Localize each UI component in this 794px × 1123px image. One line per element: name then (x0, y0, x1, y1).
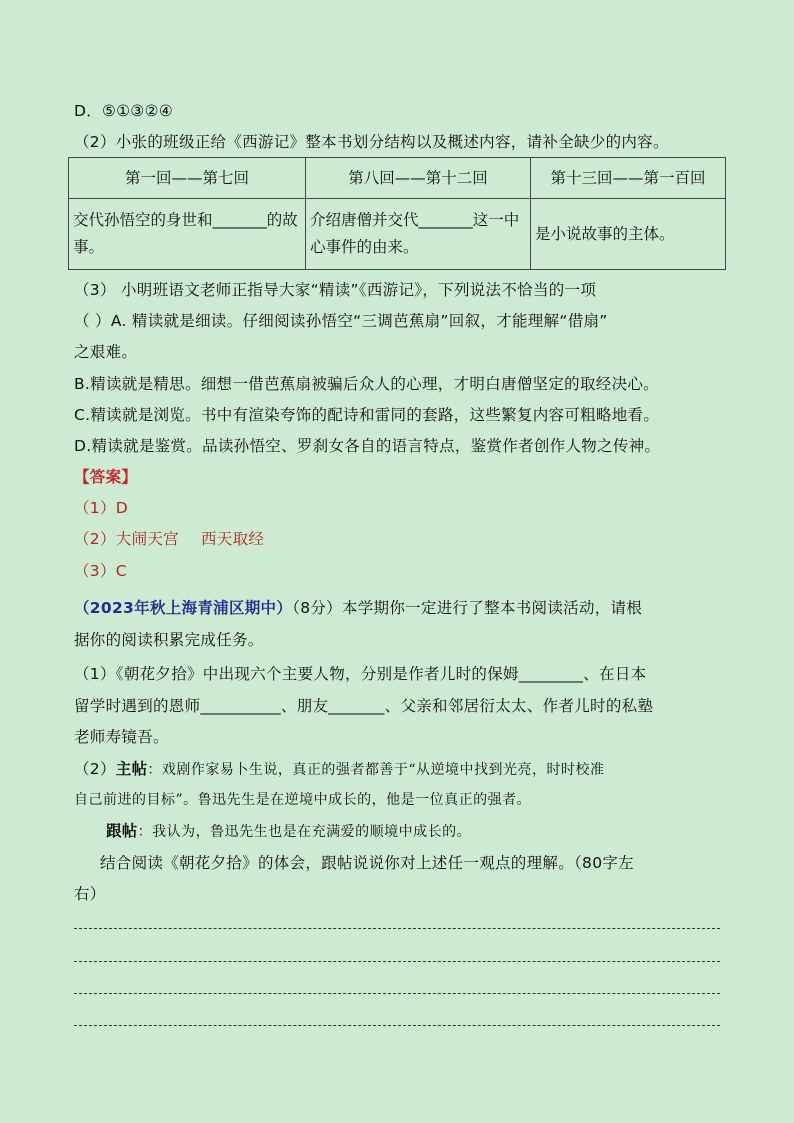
q3-line-2: （ ）A. 精读就是细读。仔细阅读孙悟空“三调芭蕉扇”回叙，才能理解“借扇” (74, 312, 608, 330)
q2-prefix: （2） (74, 760, 116, 778)
table-cell-3: 是小说故事的主体。 (531, 199, 726, 270)
answer-2 (74, 529, 724, 549)
q2-task-line-2: 右） (74, 885, 106, 903)
option-c: C.精读就是浏览。书中有渲染夸饰的配诗和雷同的套路，这些繁复内容可粗略地看。 (74, 406, 660, 424)
q2-task-line-1: 结合阅读《朝花夕拾》的体会，跟帖说说你对上述任一观点的理解。（80字左 (100, 854, 634, 872)
main-post-text: ：戏剧作家易卜生说，真正的强者都善于“从逆境中找到光亮，时时校准 (147, 762, 605, 778)
q1-line-2: 留学时遇到的恩师__________、朋友_______、父亲和邻居衍太太、作者儿时的私塾 (74, 697, 654, 715)
answer-1: （1）D (74, 499, 128, 517)
question-source: （2023年秋上海青浦区期中） (74, 599, 293, 617)
table-header-cell-3: 第十三回——第一百回 (531, 158, 726, 199)
answer-line[interactable] (74, 928, 720, 929)
q3-line-1: （3） 小明班语文老师正指导大家“精读”《西游记》，下列说法不恰当的一项 (74, 281, 597, 299)
q1-line-1: （1）《朝花夕拾》中出现六个主要人物，分别是作者儿时的保姆________、在日本 (74, 665, 647, 683)
answer-3: （3）C (74, 562, 127, 580)
intro-line-2: 据你的阅读积累完成任务。 (74, 631, 264, 649)
option-b: B.精读就是精思。细想一借芭蕉扇被骗后众人的心理，才明白唐僧坚定的取经决心。 (74, 375, 659, 393)
intro-rest: （8分）本学期你一定进行了整本书阅读活动，请根 (292, 599, 643, 617)
q1-line-3: 老师寿镜吾。 (74, 728, 169, 746)
main-post-label: 主帖 (115, 760, 148, 778)
table-header-row (69, 158, 726, 199)
answer-line[interactable] (74, 993, 720, 994)
table-cell-2: 介绍唐僧并交代_______这一中心事件的由来。 (306, 199, 531, 270)
table-header-cell-1: 第一回——第七回 (69, 158, 306, 199)
table-body-row (69, 199, 726, 270)
answer-line[interactable] (74, 1025, 720, 1026)
table-header-cell-2: 第八回——第十二回 (306, 158, 531, 199)
q2-main-line-1 (74, 759, 724, 780)
option-d: D.精读就是鉴赏。品读孙悟空、罗刹女各自的语言特点，鉴赏作者创作人物之传神。 (74, 437, 661, 455)
q2-reply-line (106, 821, 756, 842)
answer-line[interactable] (74, 961, 720, 962)
q2-main-line-2: 自己前进的目标”。鲁迅先生是在逆境中成长的，他是一位真正的强者。 (74, 792, 532, 808)
reply-text: ：我认为，鲁迅先生也是在充满爱的顺境中成长的。 (137, 824, 472, 840)
answer-label: 【答案】 (74, 468, 138, 486)
q2-intro: （2）小张的班级正给《西游记》整本书划分结构以及概述内容，请补全缺少的内容。 (74, 133, 669, 151)
answer-2-prefix: （2） (74, 530, 116, 548)
q-next-intro (74, 598, 724, 618)
structure-table (68, 157, 726, 270)
option-d-order: D．⑤①③②④ (74, 102, 174, 120)
q3-line-3: 之艰难。 (74, 343, 138, 361)
reply-label: 跟帖 (106, 822, 138, 840)
answer-2-part-2: 西天取经 (200, 530, 265, 548)
table-cell-1: 交代孙悟空的身世和_______的故事。 (69, 199, 306, 270)
answer-2-part-1: 大闹天宫 (115, 530, 179, 548)
